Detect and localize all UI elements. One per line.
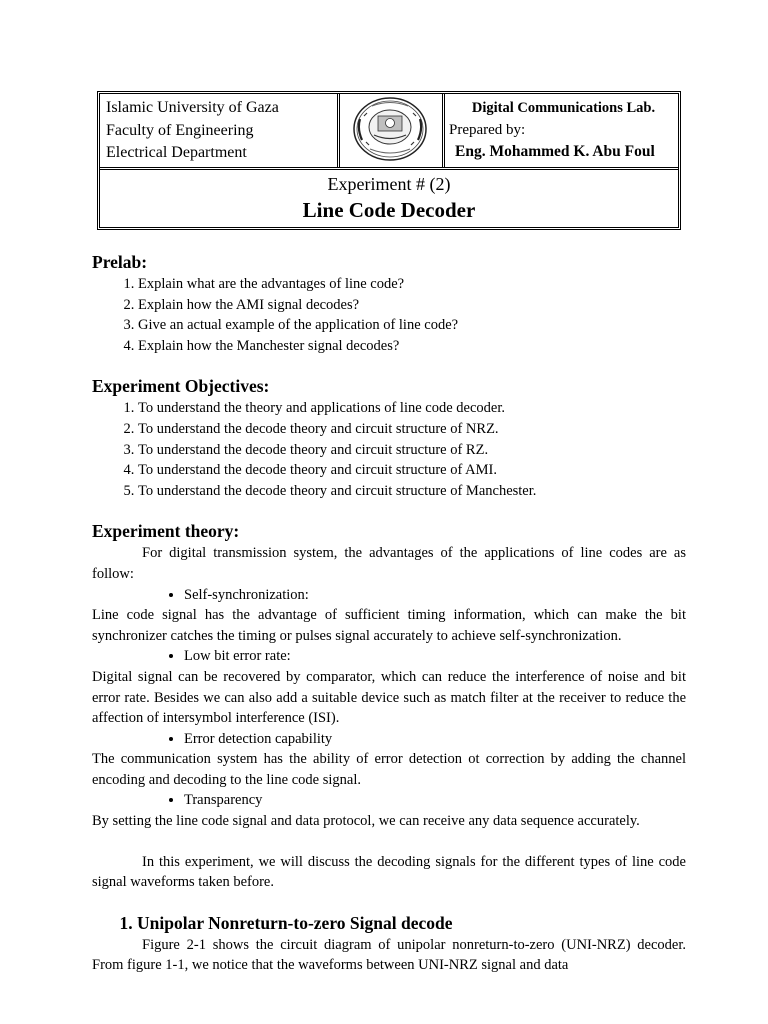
lab-name: Digital Communications Lab. <box>471 100 656 116</box>
list-item: 3. To understand the decode theory and circuit structure of RZ. <box>138 440 686 461</box>
bullet-item: • Transparency <box>184 790 686 811</box>
objectives-list <box>92 398 686 501</box>
bullet-item: • Low bit error rate: <box>184 646 686 667</box>
list-item: 4. To understand the decode theory and circuit structure of AMI. <box>138 460 686 481</box>
university-name: Islamic University of Gaza <box>106 99 279 116</box>
section-1-text: Figure 2-1 shows the circuit diagram of unipolar nonreturn-to-zero (UNI-NRZ) decoder. From figure 1-1, we notice that the waveforms between UNI-NRZ signal and data <box>92 936 686 974</box>
faculty-name: Faculty of Engineering <box>106 121 254 139</box>
list-item: 1. Explain what are the advantages of line code? <box>138 274 686 295</box>
experiment-title: Line Code Decoder <box>302 198 476 222</box>
list-item: 1. To understand the theory and applications of line code decoder. <box>138 398 686 419</box>
university-seal-logo <box>340 94 440 164</box>
list-item: 5. To understand the decode theory and circuit structure of Manchester. <box>138 481 686 502</box>
list-item: 4. Explain how the Manchester signal decodes? <box>138 336 686 357</box>
list-item: 2. Explain how the AMI signal decodes? <box>138 295 686 316</box>
header-table <box>97 91 681 230</box>
list-item: 3. Give an actual example of the application of line code? <box>138 315 686 336</box>
theory-closing: In this experiment, we will discuss the decoding signals for the different types of line code signal waveforms taken before. <box>92 853 686 891</box>
prepared-by-label: Prepared by: <box>449 122 526 138</box>
section-1-heading: 1. Unipolar Nonreturn-to-zero Signal decode <box>137 911 686 935</box>
paragraph: The communication system has the ability of error detection ot correction by adding the channel encoding and decoding to the line code signal. <box>92 751 686 788</box>
prelab-heading: Prelab: <box>92 252 148 272</box>
section-list <box>92 911 686 935</box>
bullet-item: • Self-synchronization: <box>184 585 686 606</box>
theory-heading: Experiment theory: <box>92 521 240 542</box>
lab-info-cell <box>445 94 678 167</box>
author-name: Eng. Mohammed K. Abu Foul <box>455 143 655 160</box>
header-title-row <box>100 170 678 227</box>
bullet-self-sync <box>92 585 686 606</box>
bullet-transparency <box>92 790 686 811</box>
department-name: Electrical Department <box>106 144 247 161</box>
theory-intro: For digital transmission system, the advantages of the applications of line codes are as follow: <box>92 545 686 582</box>
objectives-heading: Experiment Objectives: <box>92 376 270 397</box>
paragraph: Line code signal has the advantage of sufficient timing information, which can make the bit synchronizer catches the timing or pulses signal accurately to achieve self-synchronization. <box>92 607 686 644</box>
prelab-list <box>92 274 686 356</box>
bullet-error-detection <box>92 729 686 750</box>
header-top-row <box>100 94 678 170</box>
document-body <box>92 250 686 976</box>
bullet-low-ber <box>92 646 686 667</box>
experiment-number: Experiment # (2) <box>327 174 451 194</box>
paragraph: By setting the line code signal and data protocol, we can receive any data sequence accurately. <box>92 813 640 830</box>
bullet-item: • Error detection capability <box>184 729 686 750</box>
institution-cell <box>100 94 340 167</box>
list-item: 2. To understand the decode theory and circuit structure of NRZ. <box>138 419 686 440</box>
logo-cell <box>340 94 445 167</box>
paragraph: Digital signal can be recovered by comparator, which can reduce the interference of noise and bit error rate. Besides we can also add a suitable device such as match filter at the receiver to reduce the affection of intersymbol interference (ISI). <box>92 668 686 727</box>
